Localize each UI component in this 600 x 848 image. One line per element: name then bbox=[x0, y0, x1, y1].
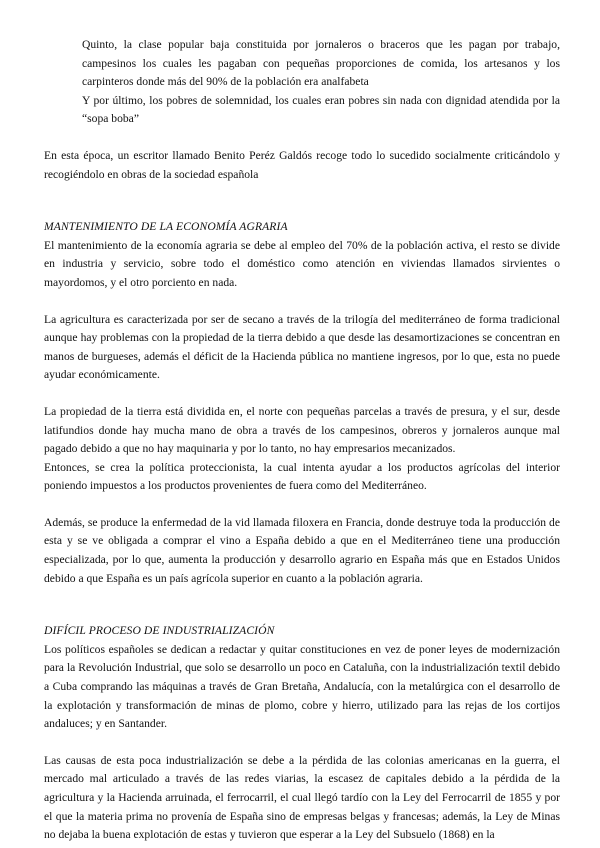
section1-paragraph-3: La propiedad de la tierra está dividida en, el norte con pequeñas parcelas a través de presura, y el sur, desde latifundios donde hay mucha mano de obra a través de los campesinos, obreros y jornaleros aunque mal pagado debido a que no hay maquinaria y por lo tanto, no hay empresarios mecanizados. bbox=[44, 404, 560, 456]
section2-paragraph-1: Los políticos españoles se dedican a redactar y quitar constituciones en vez de poner leyes de modernización para la Revolución Industrial, que solo se desarrollo un poco en Cataluña, con la industrialización textil debido a Cuba comprando las máquinas a través de Gran Bretaña, Andalucía, con la metalúrgica con el desarrollo de la explotación y transformación de minas de plomo, cobre y hierro, utilizado para las rejas de los cortijos andaluces; y en Santander. bbox=[44, 642, 560, 731]
spacer bbox=[44, 184, 560, 218]
document-page bbox=[44, 36, 560, 845]
spacer bbox=[44, 588, 560, 622]
section1-paragraph-5: Además, se produce la enfermedad de la vid llamada filoxera en Francia, donde destruye toda la producción de esta y se ve obligada a comprar el vino a España debido a que en el Mediterráneo tiene una producción especializada, por lo que, aumenta la producción y desarrollo agrario en España más que en Estados Unidos debido a que España es un país agrícola superior en cuanto a la población agraria. bbox=[44, 515, 560, 585]
section1-paragraph-2: La agricultura es caracterizada por ser de secano a través de la trilogía del mediterráneo de forma tradicional aunque hay problemas con la propiedad de la tierra debido a que desde las desamortizaciones se concentran en manos de burgueses, además el déficit de la Hacienda pública no mantiene ingresos, por lo que, esta no puede ayudar económicamente. bbox=[44, 312, 560, 382]
spacer bbox=[44, 385, 560, 403]
spacer bbox=[44, 293, 560, 311]
intro-ultimo-paragraph: Y por último, los pobres de solemnidad, los cuales eran pobres sin nada con dignidad atendida por la “sopa boba” bbox=[82, 93, 560, 126]
spacer bbox=[44, 734, 560, 752]
spacer bbox=[44, 496, 560, 514]
section1-paragraph-4: Entonces, se crea la política proteccionista, la cual intenta ayudar a los productos agrícolas del interior poniendo impuestos a los productos provenientes de fuera como del Mediterráneo. bbox=[44, 460, 560, 493]
section1-paragraph-1: El mantenimiento de la economía agraria se debe al empleo del 70% de la población activa, el resto se divide en industria y servicio, sobre todo el doméstico como atención en viviendas llamados sirvientes o mayordomos, y el otro porciento en nada. bbox=[44, 238, 560, 289]
section1-heading: MANTENIMIENTO DE LA ECONOMÍA AGRARIA bbox=[44, 220, 288, 234]
intro-galdos-paragraph: En esta época, un escritor llamado Benito Peréz Galdós recoge todo lo sucedido socialmente criticándolo y recogiéndolo en obras de la sociedad española bbox=[44, 148, 560, 181]
spacer bbox=[44, 129, 560, 147]
section2-heading: DIFÍCIL PROCESO DE INDUSTRIALIZACIÓN bbox=[44, 624, 275, 638]
intro-quinto-paragraph: Quinto, la clase popular baja constituida por jornaleros o braceros que les pagan por trabajo, campesinos los cuales les pagaban con pequeñas proporciones de comida, los artesanos y los carpinteros donde más del 90% de la población era analfabeta bbox=[82, 38, 560, 89]
section2-paragraph-2: Las causas de esta poca industrialización se debe a la pérdida de las colonias americanas en la guerra, el mercado mal articulado a través de las redes viarias, la escasez de capitales debido a la pérdida de la agricultura y la Hacienda arruinada, el ferrocarril, el cual llegó tardío con la Ley del Ferrocarril de 1855 y por el que la materia prima no provenía de España sino de empresas belgas y francesas; además, la Ley de Minas no dejaba la buena explotación de estas y tuvieron que esperar a la Ley del Subsuelo (1868) en la bbox=[44, 753, 560, 842]
